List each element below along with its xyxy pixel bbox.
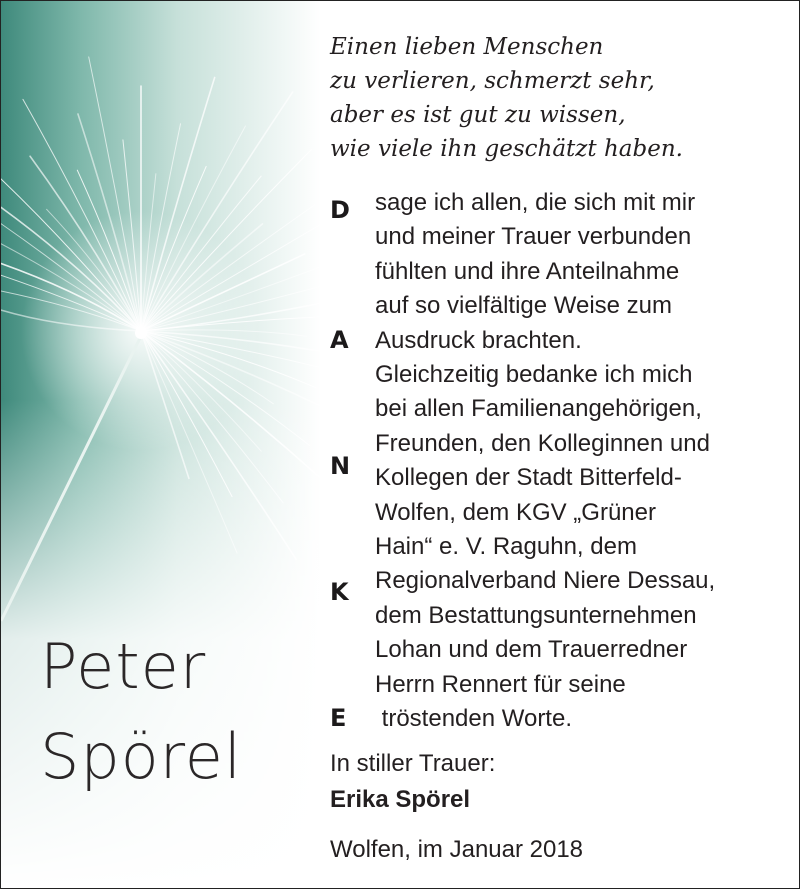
body-line: sage ich allen, die sich mit mir (375, 189, 696, 216)
dank-letter: A (330, 326, 349, 354)
mourning-intro: In stiller Trauer: (330, 750, 496, 777)
quote-line: wie viele ihn geschätzt haben. (330, 136, 683, 162)
place-and-date: Wolfen, im Januar 2018 (330, 836, 584, 863)
body-line: Ausdruck brachten. (375, 326, 582, 354)
dank-letter: K (330, 578, 349, 606)
body-line: Hain“ e. V. Raguhn, dem (375, 533, 637, 561)
body-line: auf so vielfältige Weise zum (375, 292, 673, 320)
body-line: dem Bestattungsunternehmen (375, 601, 697, 629)
body-line: Regionalverband Niere Dessau, (375, 567, 716, 595)
mourner-name: Erika Spörel (330, 786, 471, 813)
dank-letter: E (330, 704, 347, 732)
body-line: Freunden, den Kolleginnen und (375, 429, 710, 457)
body-line: Wolfen, dem KGV „Grüner (375, 498, 656, 526)
deceased-first-name: Peter (40, 630, 207, 703)
body-line: Kollegen der Stadt Bitterfeld- (375, 464, 682, 492)
body-line: Herrn Rennert für seine (375, 670, 626, 698)
quote-line: zu verlieren, schmerzt sehr, (330, 68, 655, 94)
body-line: fühlten und ihre Anteilnahme (375, 257, 680, 285)
body-line: und meiner Trauer verbunden (375, 223, 692, 251)
dank-letter: N (330, 452, 351, 480)
quote-block (330, 30, 790, 166)
body-line: Gleichzeitig bedanke ich mich (375, 361, 693, 389)
body-line: tröstenden Worte. (375, 705, 572, 733)
dank-letter: D (330, 196, 350, 224)
body-line: Lohan und dem Trauerredner (375, 636, 688, 664)
deceased-last-name: Spörel (40, 720, 243, 793)
quote-line: Einen lieben Menschen (330, 34, 604, 60)
quote-line: aber es ist gut zu wissen, (330, 102, 626, 128)
thanks-body-text (375, 186, 795, 737)
body-line: bei allen Familienangehörigen, (375, 395, 702, 423)
